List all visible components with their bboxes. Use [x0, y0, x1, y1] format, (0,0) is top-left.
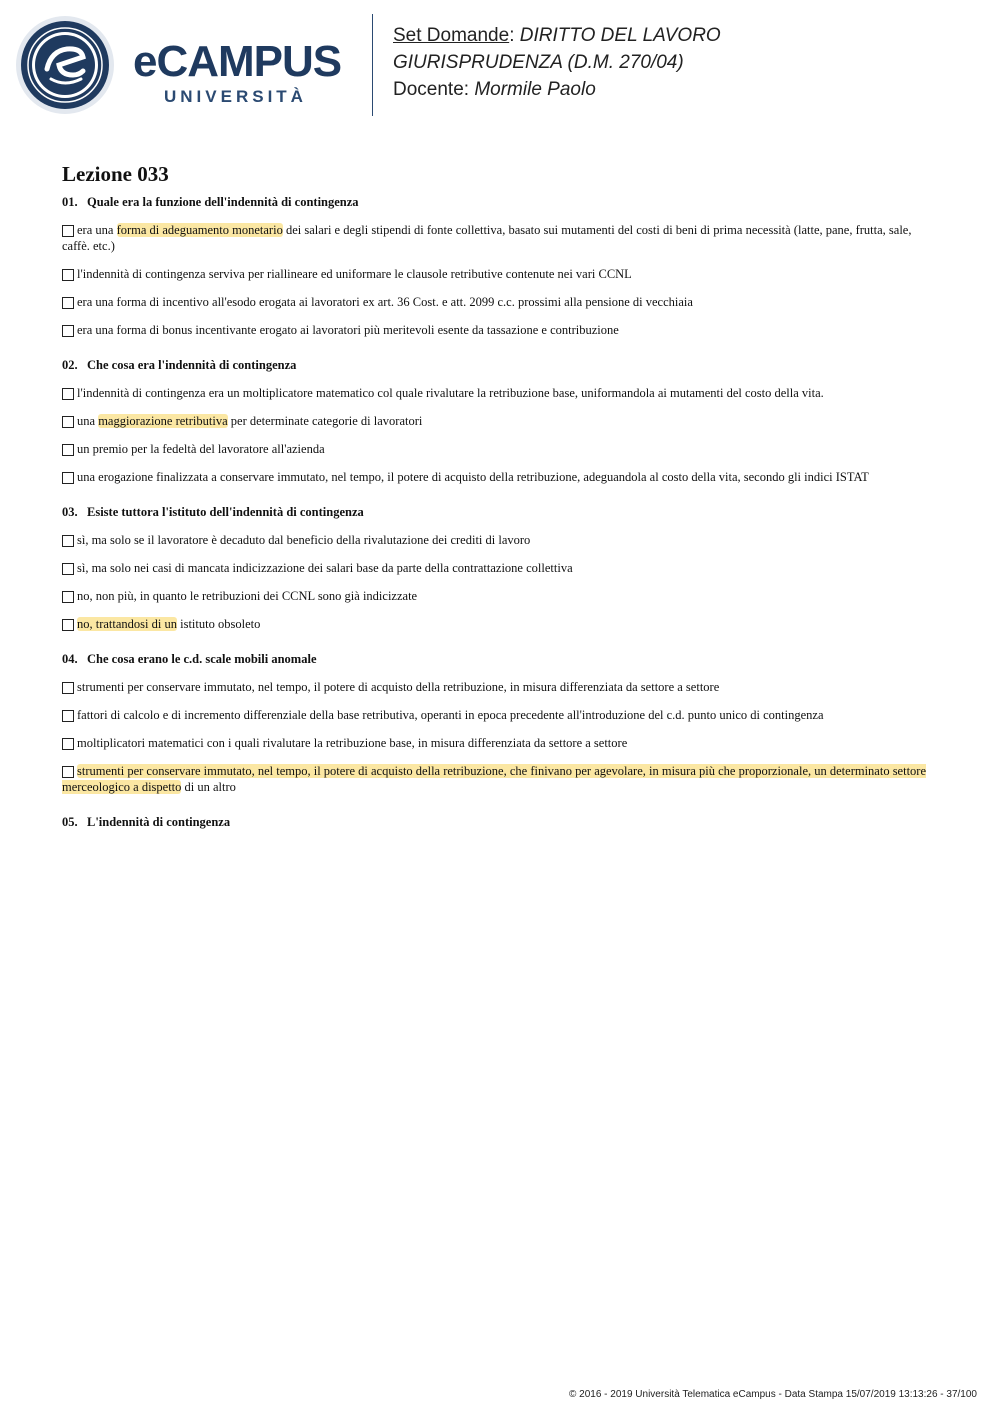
answer-option: [62, 294, 942, 310]
question-title: [62, 358, 942, 373]
option-text: una erogazione finalizzata a conservare immutato, nel tempo, il potere di acquisto della retribuzione, adeguandola al costo della vita, secondo gli indici ISTAT: [77, 470, 869, 484]
option-text: dei salari e degli stipendi di fonte collettiva, basato sui mutamenti del costi di beni di prima necessità (latte, pane, frutta, sale, caffè. etc.): [62, 223, 912, 253]
option-text: una: [77, 414, 99, 428]
answer-option: [62, 413, 942, 429]
answer-checkbox[interactable]: [62, 682, 74, 694]
ecampus-seal-logo-icon: [15, 15, 115, 115]
highlighted-text: maggiorazione retributiva: [98, 414, 228, 428]
logo-wordmark: eCAMPUS: [133, 37, 342, 86]
option-text: no, non più, in quanto le retribuzioni dei CCNL sono già indicizzate: [77, 589, 418, 603]
teacher-name: Mormile Paolo: [474, 79, 596, 100]
set-value: DIRITTO DEL LAVORO: [519, 25, 721, 46]
question-text: Che cosa era l'indennità di contingenza: [87, 358, 297, 372]
question-number: 02.: [62, 358, 78, 372]
question-item: [62, 505, 942, 632]
question-text: Esiste tuttora l'istituto dell'indennità di contingenza: [87, 505, 364, 519]
answer-option: [62, 735, 942, 751]
answer-option: [62, 266, 942, 282]
question-text: Che cosa erano le c.d. scale mobili anomale: [87, 652, 317, 666]
answer-option: [62, 222, 942, 254]
page-footer: © 2016 - 2019 Università Telematica eCampus - Data Stampa 15/07/2019 13:13:26 - 37/100: [569, 1389, 977, 1400]
question-title: [62, 815, 942, 830]
lesson-title: Lezione 033: [62, 162, 169, 186]
option-text: di un altro: [181, 780, 236, 794]
question-title: [62, 652, 942, 667]
option-text: un premio per la fedeltà del lavoratore all'azienda: [77, 442, 325, 456]
answer-option: [62, 532, 942, 548]
question-text: Quale era la funzione dell'indennità di contingenza: [87, 195, 359, 209]
option-text: era una forma di bonus incentivante erogato ai lavoratori più meritevoli esente da tassazione e contribuzione: [77, 323, 619, 337]
question-number: 03.: [62, 505, 78, 519]
question-number: 04.: [62, 652, 78, 666]
answer-checkbox[interactable]: [62, 297, 74, 309]
answer-option: [62, 588, 942, 604]
highlighted-text: forma di adeguamento monetario: [116, 223, 283, 237]
answer-checkbox[interactable]: [62, 388, 74, 400]
option-text: l'indennità di contingenza era un moltiplicatore matematico col quale rivalutare la retribuzione base, uniformandola ai mutamenti del costo della vita.: [77, 386, 824, 400]
header-info: [393, 22, 721, 103]
question-item: [62, 815, 942, 830]
option-text: strumenti per conservare immutato, nel tempo, il potere di acquisto della retribuzione, in misura differenziata da settore a settore: [77, 680, 720, 694]
question-title: [62, 505, 942, 520]
answer-checkbox[interactable]: [62, 591, 74, 603]
answer-checkbox[interactable]: [62, 563, 74, 575]
question-number: 05.: [62, 815, 78, 829]
answer-checkbox[interactable]: [62, 472, 74, 484]
option-text: era una forma di incentivo all'esodo erogata ai lavoratori ex art. 36 Cost. e att. 2099 c.c. prossimi alla pensione di vecchiaia: [77, 295, 693, 309]
question-item: [62, 652, 942, 795]
answer-option: [62, 707, 942, 723]
answer-option: [62, 763, 942, 795]
option-text: istituto obsoleto: [177, 617, 261, 631]
answer-checkbox[interactable]: [62, 325, 74, 337]
page-header: [0, 0, 1000, 130]
question-item: [62, 358, 942, 485]
document-body: [62, 162, 942, 850]
answer-option: [62, 560, 942, 576]
teacher-line: [393, 76, 721, 103]
answer-option: [62, 469, 942, 485]
answer-checkbox[interactable]: [62, 738, 74, 750]
answer-option: [62, 679, 942, 695]
answer-option: [62, 441, 942, 457]
answer-checkbox[interactable]: [62, 710, 74, 722]
question-text: L'indennità di contingenza: [87, 815, 231, 829]
answer-checkbox[interactable]: [62, 225, 74, 237]
answer-checkbox[interactable]: [62, 619, 74, 631]
option-text: sì, ma solo se il lavoratore è decaduto dal beneficio della rivalutazione dei crediti di lavoro: [77, 533, 531, 547]
answer-checkbox[interactable]: [62, 416, 74, 428]
logo-subtext: UNIVERSITÀ: [164, 87, 307, 106]
header-divider: [372, 14, 373, 116]
set-label: Set Domande: [393, 25, 510, 46]
highlighted-text: strumenti per conservare immutato, nel tempo, il potere di acquisto della retribuzione, che finivano per agevolare, in misura più che proporzionale, un determinato settore merceologico a dispetto: [62, 764, 927, 794]
option-text: moltiplicatori matematici con i quali rivalutare la retribuzione base, in misura differenziata da settore a settore: [77, 736, 628, 750]
option-text: era una: [77, 223, 117, 237]
answer-option: [62, 616, 942, 632]
answer-checkbox[interactable]: [62, 444, 74, 456]
question-list: [62, 195, 942, 830]
highlighted-text: no, trattandosi di un: [77, 617, 177, 631]
option-text: per determinate categorie di lavoratori: [227, 414, 423, 428]
teacher-label: Docente:: [393, 79, 470, 100]
answer-checkbox[interactable]: [62, 269, 74, 281]
question-number: 01.: [62, 195, 78, 209]
question-item: [62, 195, 942, 338]
answer-option: [62, 322, 942, 338]
answer-checkbox[interactable]: [62, 766, 74, 778]
option-text: l'indennità di contingenza serviva per riallineare ed uniformare le clausole retributive contenute nei vari CCNL: [77, 267, 632, 281]
option-text: fattori di calcolo e di incremento differenziale della base retributiva, operanti in epoca precedente all'introduzione del c.d. punto unico di contingenza: [77, 708, 824, 722]
question-title: [62, 195, 942, 210]
answer-checkbox[interactable]: [62, 535, 74, 547]
option-text: sì, ma solo nei casi di mancata indicizzazione dei salari base da parte della contrattazione collettiva: [77, 561, 573, 575]
course-name: GIURISPRUDENZA (D.M. 270/04): [393, 52, 684, 73]
answer-option: [62, 385, 942, 401]
course-line: [393, 49, 721, 76]
set-line: Set Domande: DIRITTO DEL LAVORO: [393, 25, 721, 46]
